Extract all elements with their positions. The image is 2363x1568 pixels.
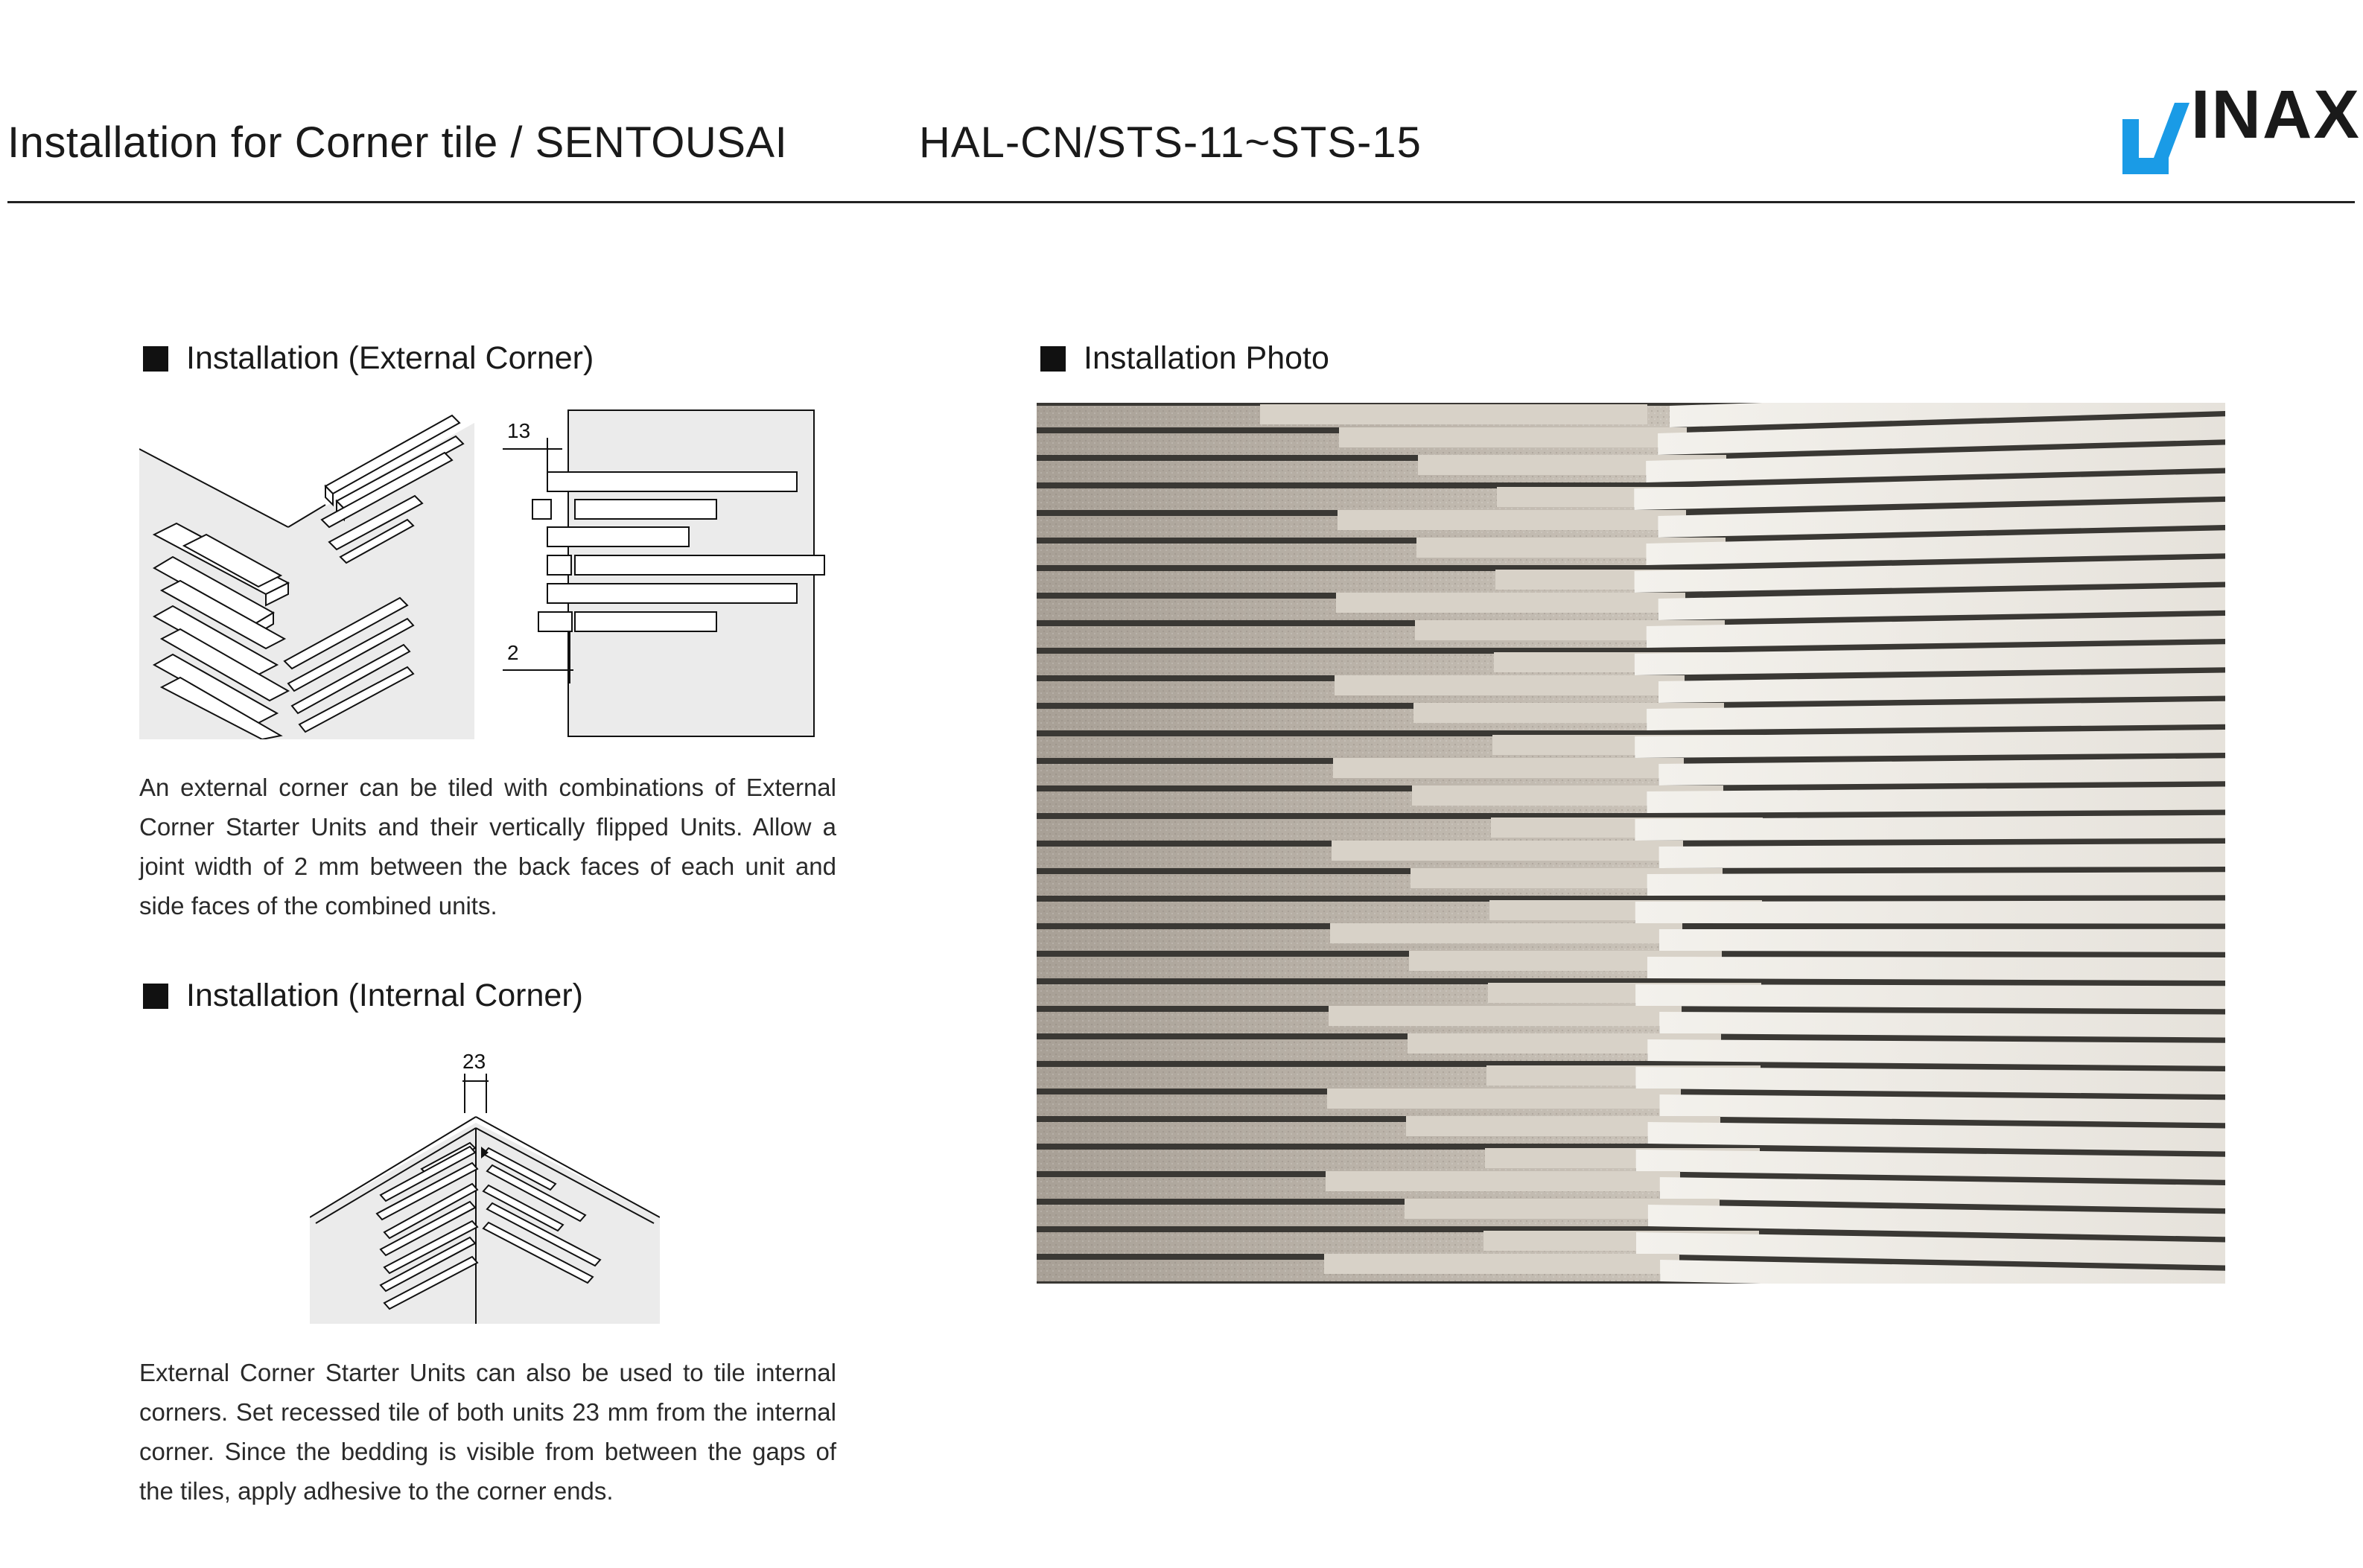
- inax-logo-mark-icon: [2122, 103, 2194, 174]
- photo-tile-right: [1647, 872, 2225, 896]
- external-corner-plan-diagram: [503, 408, 838, 739]
- installation-photo: [1037, 403, 2225, 1284]
- photo-tile-protrusion: [1260, 404, 1647, 424]
- photo-tile-right: [1635, 815, 2226, 841]
- photo-tile-right: [1635, 984, 2225, 1009]
- photo-tile-protrusion: [1333, 758, 1684, 778]
- photo-tile-protrusion: [1329, 1006, 1682, 1026]
- photo-tile-protrusion: [1330, 923, 1682, 943]
- bullet-square-icon: [1040, 346, 1066, 372]
- logo-text: INAX: [2191, 77, 2361, 153]
- photo-tile-right: [1647, 957, 2225, 981]
- internal-corner-heading-text: Installation (Internal Corner): [186, 978, 583, 1013]
- external-dim-top-label: 13: [507, 419, 531, 442]
- photo-tile-protrusion: [1336, 593, 1685, 613]
- internal-corner-heading: [143, 978, 583, 1014]
- internal-corner-diagram: [310, 1042, 660, 1325]
- installation-photo-heading: [1040, 340, 1329, 377]
- internal-dim-top-label: 23: [462, 1050, 486, 1073]
- external-corner-heading: [143, 340, 594, 377]
- document-title: Installation for Corner tile / SENTOUSAI: [7, 118, 788, 167]
- installation-photo-heading-text: Installation Photo: [1084, 340, 1329, 376]
- photo-tile-protrusion: [1332, 841, 1683, 861]
- photo-tile-protrusion: [1326, 1171, 1680, 1191]
- bullet-square-icon: [143, 346, 168, 372]
- photo-tile-right: [1659, 929, 2225, 952]
- photo-tile-right: [1659, 844, 2225, 868]
- photo-tile-protrusion: [1324, 1254, 1679, 1274]
- external-corner-description: An external corner can be tiled with combinations of External Corner Starter Units and their vertically flipped Units. Allow a joint width of 2 mm between the back faces of each unit and side faces of the combined units.: [139, 774, 836, 920]
- photo-tile-right: [1659, 1012, 2225, 1038]
- photo-tile-protrusion: [1335, 675, 1685, 695]
- bullet-square-icon: [143, 984, 168, 1009]
- external-corner-heading-text: Installation (External Corner): [186, 340, 594, 376]
- product-code: HAL-CN/STS-11~STS-15: [919, 118, 1422, 167]
- photo-tile-protrusion: [1339, 427, 1687, 447]
- photo-tile-right: [1635, 901, 2225, 924]
- header-divider: [7, 201, 2355, 203]
- photo-tile-protrusion: [1338, 510, 1686, 530]
- photo-tile-protrusion: [1327, 1089, 1681, 1109]
- inax-logo: [2122, 77, 2361, 177]
- external-corner-isometric-diagram: [139, 408, 474, 739]
- external-dim-bottom-label: 2: [507, 641, 519, 664]
- internal-corner-description: External Corner Starter Units can also be used to tile internal corners. Set recessed tile of both units 23 mm from the internal corner. Since the bedding is visible from between the gaps of the tiles, apply adhesive to the corner ends.: [139, 1359, 836, 1505]
